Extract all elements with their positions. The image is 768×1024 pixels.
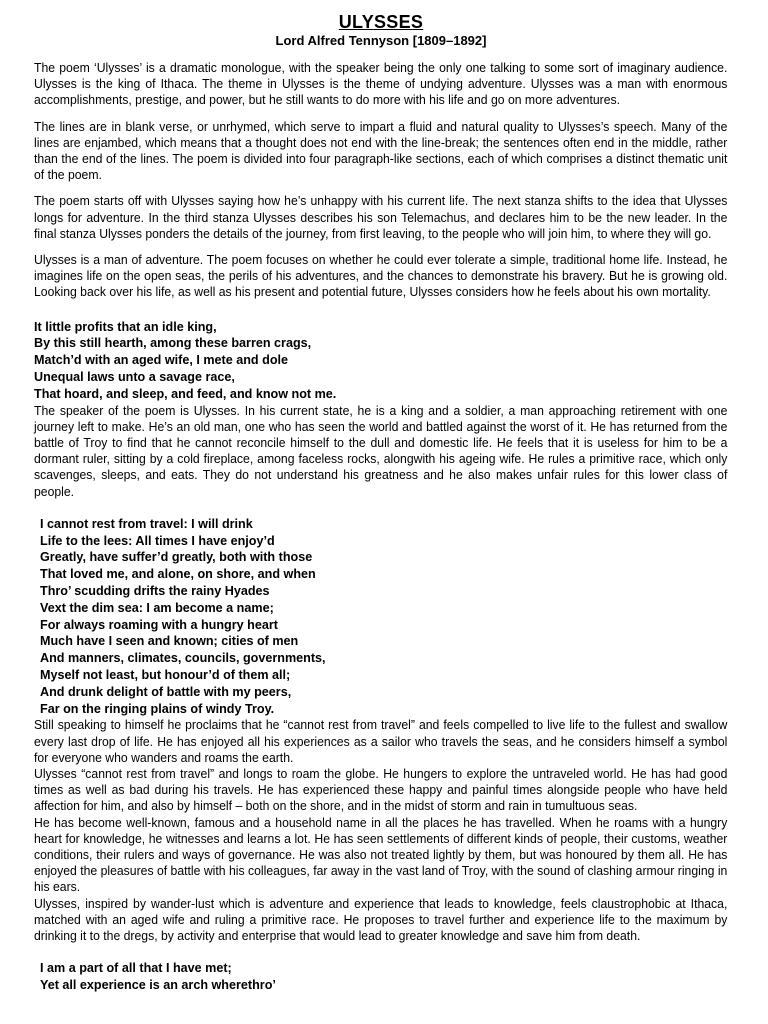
- verse-line: That loved me, and alone, on shore, and when: [40, 567, 316, 582]
- intro-paragraph-1: The poem ‘Ulysses’ is a dramatic monologue, with the speaker being the only one talking to some sort of imaginary audience. Ulysses is the king of Ithaca. The theme in Ulysses is the theme of undying adventure. Ulysses was a man with enormous accomplishments, prestige, and power, but he still wants to do more with his life and go on more adventures.: [34, 61, 728, 108]
- verse-line: I cannot rest from travel: I will drink: [40, 516, 253, 531]
- stanza-2-commentary-1: Still speaking to himself he proclaims that he “cannot rest from travel” and feels compelled to live life to the fullest and swallow every last drop of life. He has enjoyed all his experiences as a sailor who travels the seas, and he considers himself a symbol for everyone who wanders and roams the earth.: [34, 718, 728, 765]
- verse-line: Vext the dim sea: I am become a name;: [40, 600, 274, 615]
- verse-line: I am a part of all that I have met;: [40, 961, 232, 976]
- intro-paragraph-4: Ulysses is a man of adventure. The poem focuses on whether he could ever tolerate a simple, traditional home life. Instead, he imagines life on the open seas, the perils of his adventures, and the chances to demonstrate his bravery. But he is growing old. Looking back over his life, as well as his present and potential future, Ulysses considers how he feels about his own mortality.: [34, 253, 728, 300]
- verse-line: And manners, climates, councils, governments,: [40, 651, 326, 666]
- verse-line: Yet all experience is an arch wherethro’: [40, 978, 276, 993]
- stanza-1: [34, 319, 728, 403]
- verse-line: That hoard, and sleep, and feed, and know not me.: [34, 386, 337, 401]
- document-subtitle: Lord Alfred Tennyson [1809–1892]: [275, 33, 487, 48]
- document-title: ULYSSES: [338, 12, 424, 32]
- intro-paragraph-2: The lines are in blank verse, or unrhymed, which serve to impart a fluid and natural quality to Ulysses’s speech. Many of the lines are enjambed, which means that a thought does not end with the line-break; the sentences often end in the middle, rather than the end of the lines. The poem is divided into four paragraph-like sections, each of which comprises a distinct thematic unit of the poem.: [34, 119, 728, 183]
- stanza-2-commentary-3: He has become well-known, famous and a household name in all the places he has travelled. When he roams with a hungry heart for knowledge, he witnesses and learns a lot. He has seen settlements of different kinds of people, their customs, weather conditions, their rulers and ways of governance. He was also not treated lightly by them, but was honoured by them all. He has enjoyed the pleasures of battle with his colleagues, far away in the vast land of Troy, with the sound of clashing armour ringing in his ears.: [34, 815, 728, 895]
- verse-line: Myself not least, but honour’d of them all;: [40, 668, 291, 683]
- stanza-2-commentary-4: Ulysses, inspired by wander-lust which is adventure and experience that leads to knowledge, feels claustrophobic at Ithaca, matched with an aged wife and ruling a primitive race. He proposes to travel further and experience life to the maximum by drinking it to the dregs, by activity and enterprise that would lead to greater knowledge and save him from death.: [34, 896, 728, 944]
- verse-line: Life to the lees: All times I have enjoy’d: [40, 533, 275, 548]
- verse-line: Match’d with an aged wife, I mete and dole: [34, 353, 289, 368]
- verse-line: Thro’ scudding drifts the rainy Hyades: [40, 584, 270, 599]
- verse-line: For always roaming with a hungry heart: [40, 617, 278, 632]
- document-page: [34, 12, 728, 994]
- verse-line: And drunk delight of battle with my peers,: [40, 684, 292, 699]
- verse-line: It little profits that an idle king,: [34, 319, 217, 334]
- intro-paragraph-3: The poem starts off with Ulysses saying how he’s unhappy with his current life. The next stanza shifts to the idea that Ulysses longs for adventure. In the third stanza Ulysses describes his son Telemachus, and declares him to be the new leader. In the final stanza Ulysses ponders the details of the journey, from first leaving, to the people who will join him, to where they will go.: [34, 194, 728, 241]
- verse-line: Much have I seen and known; cities of men: [40, 634, 299, 649]
- verse-line: Greatly, have suffer’d greatly, both with those: [40, 550, 313, 565]
- verse-line: By this still hearth, among these barren crags,: [34, 336, 312, 351]
- stanza-2: [34, 516, 728, 718]
- verse-line: Far on the ringing plains of windy Troy.: [40, 701, 275, 716]
- stanza-2-commentary-2: Ulysses “cannot rest from travel” and longs to roam the globe. He hungers to explore the untraveled world. He has had good times as well as bad during his travels. He has experienced these happy and painful times alongside people who have held affection for him, and also by himself – both on the shore, and in the midst of storm and rain in tumultuous seas.: [34, 767, 728, 814]
- stanza-1-commentary: The speaker of the poem is Ulysses. In his current state, he is a king and a soldier, a man approaching retirement with one journey left to make. He’s an old man, one who has seen the world and battled against the worst of it. He has returned from the battle of Troy to find that he cannot reconcile himself to the dull and domestic life. He feels that it is useless for him to be a dormant ruler, sitting by a cold fireplace, among faceless rocks, alongwith his ageing wife. He rules a primitive race, which only scavenges, sleeps, and eats. They do not understand his greatness and he also makes unfair rules for this lower class of people.: [34, 403, 728, 499]
- stanza-3: [34, 960, 728, 994]
- verse-line: Unequal laws unto a savage race,: [34, 370, 235, 385]
